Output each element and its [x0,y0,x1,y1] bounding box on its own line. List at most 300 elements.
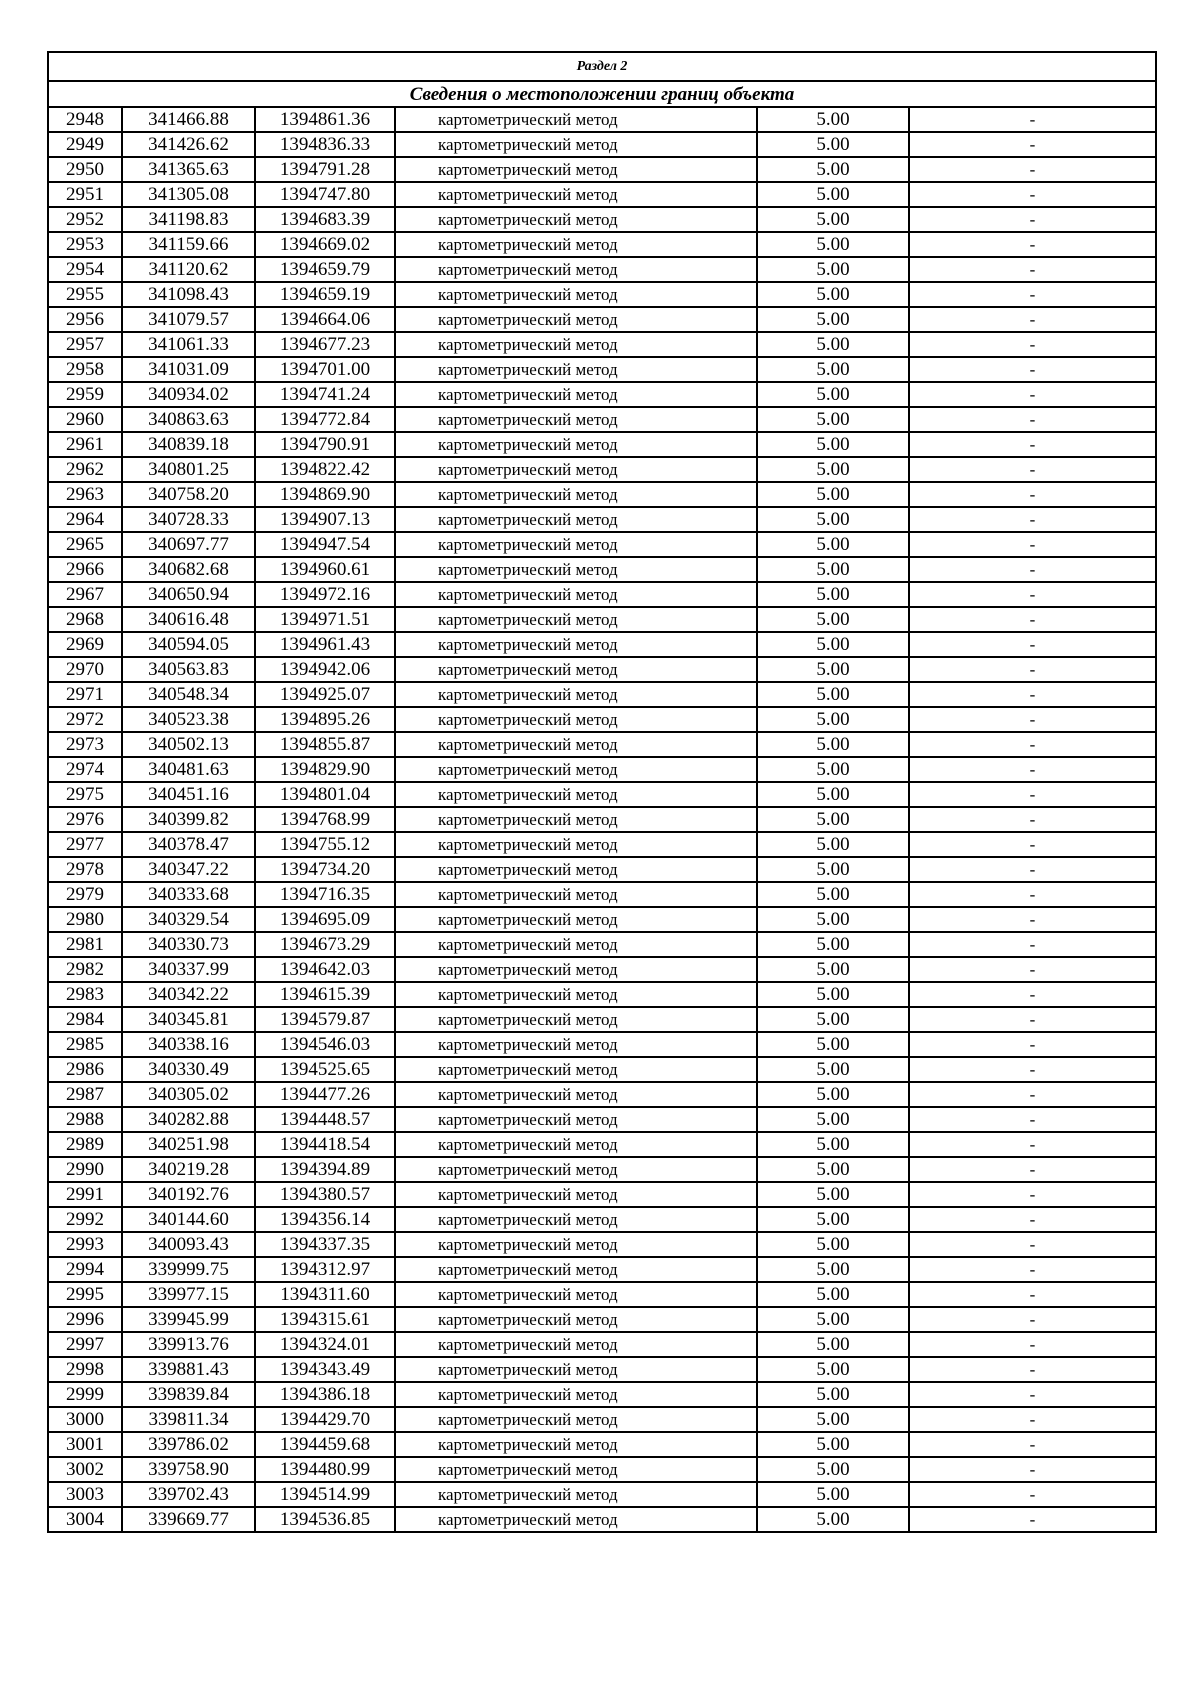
accuracy-cell: 5.00 [757,232,909,257]
point-number-cell: 2973 [48,732,122,757]
method-cell: картометрический метод [395,782,757,807]
table-heading-row [48,81,1156,107]
x-coordinate-cell: 341198.83 [122,207,255,232]
table-row [48,1082,1156,1107]
table-row [48,457,1156,482]
method-cell: картометрический метод [395,107,757,132]
point-number-cell: 2988 [48,1107,122,1132]
note-cell: - [909,357,1156,382]
note-cell: - [909,1332,1156,1357]
table-row [48,707,1156,732]
method-cell: картометрический метод [395,1257,757,1282]
point-number-cell: 2991 [48,1182,122,1207]
method-cell: картометрический метод [395,1282,757,1307]
point-number-cell: 2985 [48,1032,122,1057]
accuracy-cell: 5.00 [757,1382,909,1407]
y-coordinate-cell: 1394480.99 [255,1457,395,1482]
table-row [48,1432,1156,1457]
method-cell: картометрический метод [395,482,757,507]
table-row [48,1407,1156,1432]
section-title: Раздел 2 [48,52,1156,81]
point-number-cell: 3003 [48,1482,122,1507]
method-cell: картометрический метод [395,707,757,732]
accuracy-cell: 5.00 [757,1257,909,1282]
x-coordinate-cell: 340758.20 [122,482,255,507]
note-cell: - [909,157,1156,182]
accuracy-cell: 5.00 [757,482,909,507]
y-coordinate-cell: 1394695.09 [255,907,395,932]
method-cell: картометрический метод [395,1207,757,1232]
accuracy-cell: 5.00 [757,1132,909,1157]
point-number-cell: 2998 [48,1357,122,1382]
table-row [48,432,1156,457]
x-coordinate-cell: 340523.38 [122,707,255,732]
method-cell: картометрический метод [395,307,757,332]
accuracy-cell: 5.00 [757,1482,909,1507]
point-number-cell: 2951 [48,182,122,207]
note-cell: - [909,557,1156,582]
table-row [48,1457,1156,1482]
table-row [48,632,1156,657]
x-coordinate-cell: 339977.15 [122,1282,255,1307]
point-number-cell: 2958 [48,357,122,382]
y-coordinate-cell: 1394429.70 [255,1407,395,1432]
x-coordinate-cell: 340801.25 [122,457,255,482]
accuracy-cell: 5.00 [757,182,909,207]
y-coordinate-cell: 1394536.85 [255,1507,395,1532]
method-cell: картометрический метод [395,807,757,832]
x-coordinate-cell: 340728.33 [122,507,255,532]
x-coordinate-cell: 341079.57 [122,307,255,332]
x-coordinate-cell: 340144.60 [122,1207,255,1232]
method-cell: картометрический метод [395,382,757,407]
point-number-cell: 2984 [48,1007,122,1032]
y-coordinate-cell: 1394790.91 [255,432,395,457]
accuracy-cell: 5.00 [757,1232,909,1257]
note-cell: - [909,482,1156,507]
accuracy-cell: 5.00 [757,1207,909,1232]
x-coordinate-cell: 340594.05 [122,632,255,657]
table-row [48,557,1156,582]
table-row [48,232,1156,257]
accuracy-cell: 5.00 [757,557,909,582]
note-cell: - [909,1382,1156,1407]
y-coordinate-cell: 1394716.35 [255,882,395,907]
table-row [48,157,1156,182]
table-row [48,1282,1156,1307]
x-coordinate-cell: 340219.28 [122,1157,255,1182]
note-cell: - [909,182,1156,207]
accuracy-cell: 5.00 [757,832,909,857]
method-cell: картометрический метод [395,932,757,957]
note-cell: - [909,507,1156,532]
point-number-cell: 2983 [48,982,122,1007]
point-number-cell: 2992 [48,1207,122,1232]
point-number-cell: 2968 [48,607,122,632]
y-coordinate-cell: 1394311.60 [255,1282,395,1307]
note-cell: - [909,757,1156,782]
method-cell: картометрический метод [395,432,757,457]
note-cell: - [909,1507,1156,1532]
x-coordinate-cell: 340399.82 [122,807,255,832]
table-row [48,407,1156,432]
point-number-cell: 2961 [48,432,122,457]
x-coordinate-cell: 341466.88 [122,107,255,132]
note-cell: - [909,257,1156,282]
y-coordinate-cell: 1394356.14 [255,1207,395,1232]
method-cell: картометрический метод [395,1432,757,1457]
note-cell: - [909,407,1156,432]
table-row [48,982,1156,1007]
note-cell: - [909,332,1156,357]
point-number-cell: 2949 [48,132,122,157]
accuracy-cell: 5.00 [757,1357,909,1382]
note-cell: - [909,982,1156,1007]
method-cell: картометрический метод [395,507,757,532]
point-number-cell: 2976 [48,807,122,832]
point-number-cell: 2960 [48,407,122,432]
note-cell: - [909,1482,1156,1507]
y-coordinate-cell: 1394747.80 [255,182,395,207]
x-coordinate-cell: 341159.66 [122,232,255,257]
method-cell: картометрический метод [395,1507,757,1532]
point-number-cell: 2987 [48,1082,122,1107]
accuracy-cell: 5.00 [757,532,909,557]
accuracy-cell: 5.00 [757,1032,909,1057]
accuracy-cell: 5.00 [757,907,909,932]
y-coordinate-cell: 1394659.19 [255,282,395,307]
accuracy-cell: 5.00 [757,432,909,457]
y-coordinate-cell: 1394337.35 [255,1232,395,1257]
y-coordinate-cell: 1394791.28 [255,157,395,182]
note-cell: - [909,132,1156,157]
x-coordinate-cell: 340481.63 [122,757,255,782]
accuracy-cell: 5.00 [757,607,909,632]
point-number-cell: 2982 [48,957,122,982]
method-cell: картометрический метод [395,1457,757,1482]
x-coordinate-cell: 340863.63 [122,407,255,432]
x-coordinate-cell: 339999.75 [122,1257,255,1282]
table-body [48,107,1156,1532]
note-cell: - [909,282,1156,307]
y-coordinate-cell: 1394971.51 [255,607,395,632]
point-number-cell: 2948 [48,107,122,132]
method-cell: картометрический метод [395,532,757,557]
method-cell: картометрический метод [395,832,757,857]
table-row [48,657,1156,682]
y-coordinate-cell: 1394855.87 [255,732,395,757]
table-row [48,1057,1156,1082]
x-coordinate-cell: 341031.09 [122,357,255,382]
table-row [48,1507,1156,1532]
accuracy-cell: 5.00 [757,1182,909,1207]
note-cell: - [909,1057,1156,1082]
accuracy-cell: 5.00 [757,882,909,907]
table-row [48,1232,1156,1257]
table-row [48,1007,1156,1032]
table-row [48,782,1156,807]
x-coordinate-cell: 340192.76 [122,1182,255,1207]
x-coordinate-cell: 340616.48 [122,607,255,632]
point-number-cell: 3004 [48,1507,122,1532]
accuracy-cell: 5.00 [757,657,909,682]
y-coordinate-cell: 1394683.39 [255,207,395,232]
table-row [48,1032,1156,1057]
y-coordinate-cell: 1394801.04 [255,782,395,807]
table-row [48,732,1156,757]
table-row [48,1107,1156,1132]
accuracy-cell: 5.00 [757,382,909,407]
note-cell: - [909,832,1156,857]
table-row [48,307,1156,332]
y-coordinate-cell: 1394701.00 [255,357,395,382]
method-cell: картометрический метод [395,332,757,357]
x-coordinate-cell: 340305.02 [122,1082,255,1107]
point-number-cell: 2980 [48,907,122,932]
x-coordinate-cell: 340251.98 [122,1132,255,1157]
method-cell: картометрический метод [395,207,757,232]
accuracy-cell: 5.00 [757,582,909,607]
method-cell: картометрический метод [395,857,757,882]
table-row [48,1157,1156,1182]
method-cell: картометрический метод [395,1007,757,1032]
note-cell: - [909,682,1156,707]
note-cell: - [909,1107,1156,1132]
note-cell: - [909,707,1156,732]
x-coordinate-cell: 340934.02 [122,382,255,407]
accuracy-cell: 5.00 [757,707,909,732]
method-cell: картометрический метод [395,407,757,432]
x-coordinate-cell: 340650.94 [122,582,255,607]
y-coordinate-cell: 1394615.39 [255,982,395,1007]
accuracy-cell: 5.00 [757,332,909,357]
point-number-cell: 2990 [48,1157,122,1182]
table-row [48,607,1156,632]
note-cell: - [909,382,1156,407]
table-row [48,282,1156,307]
point-number-cell: 2979 [48,882,122,907]
method-cell: картометрический метод [395,1407,757,1432]
method-cell: картометрический метод [395,232,757,257]
point-number-cell: 3000 [48,1407,122,1432]
accuracy-cell: 5.00 [757,957,909,982]
method-cell: картометрический метод [395,632,757,657]
y-coordinate-cell: 1394418.54 [255,1132,395,1157]
y-coordinate-cell: 1394312.97 [255,1257,395,1282]
accuracy-cell: 5.00 [757,757,909,782]
point-number-cell: 2981 [48,932,122,957]
y-coordinate-cell: 1394677.23 [255,332,395,357]
method-cell: картометрический метод [395,1107,757,1132]
y-coordinate-cell: 1394836.33 [255,132,395,157]
table-row [48,107,1156,132]
method-cell: картометрический метод [395,1182,757,1207]
x-coordinate-cell: 340282.88 [122,1107,255,1132]
x-coordinate-cell: 340333.68 [122,882,255,907]
y-coordinate-cell: 1394324.01 [255,1332,395,1357]
table-row [48,1357,1156,1382]
accuracy-cell: 5.00 [757,1407,909,1432]
accuracy-cell: 5.00 [757,1507,909,1532]
accuracy-cell: 5.00 [757,1307,909,1332]
x-coordinate-cell: 341061.33 [122,332,255,357]
x-coordinate-cell: 339702.43 [122,1482,255,1507]
method-cell: картометрический метод [395,982,757,1007]
x-coordinate-cell: 341098.43 [122,282,255,307]
accuracy-cell: 5.00 [757,1332,909,1357]
accuracy-cell: 5.00 [757,257,909,282]
table-row [48,482,1156,507]
point-number-cell: 2952 [48,207,122,232]
table-row [48,382,1156,407]
note-cell: - [909,957,1156,982]
table-row [48,1307,1156,1332]
y-coordinate-cell: 1394343.49 [255,1357,395,1382]
section-header-row [48,52,1156,81]
x-coordinate-cell: 340682.68 [122,557,255,582]
note-cell: - [909,1307,1156,1332]
y-coordinate-cell: 1394579.87 [255,1007,395,1032]
point-number-cell: 2974 [48,757,122,782]
y-coordinate-cell: 1394869.90 [255,482,395,507]
note-cell: - [909,857,1156,882]
x-coordinate-cell: 340548.34 [122,682,255,707]
x-coordinate-cell: 339811.34 [122,1407,255,1432]
point-number-cell: 2975 [48,782,122,807]
boundary-coordinates-table [47,51,1157,1533]
table-row [48,507,1156,532]
point-number-cell: 2969 [48,632,122,657]
x-coordinate-cell: 340330.73 [122,932,255,957]
note-cell: - [909,107,1156,132]
note-cell: - [909,532,1156,557]
table-row [48,882,1156,907]
method-cell: картометрический метод [395,1357,757,1382]
y-coordinate-cell: 1394942.06 [255,657,395,682]
point-number-cell: 2996 [48,1307,122,1332]
note-cell: - [909,457,1156,482]
accuracy-cell: 5.00 [757,632,909,657]
point-number-cell: 2997 [48,1332,122,1357]
point-number-cell: 2994 [48,1257,122,1282]
x-coordinate-cell: 340563.83 [122,657,255,682]
point-number-cell: 2970 [48,657,122,682]
note-cell: - [909,932,1156,957]
table-row [48,532,1156,557]
method-cell: картометрический метод [395,1482,757,1507]
note-cell: - [909,1357,1156,1382]
accuracy-cell: 5.00 [757,507,909,532]
x-coordinate-cell: 339839.84 [122,1382,255,1407]
accuracy-cell: 5.00 [757,682,909,707]
point-number-cell: 2978 [48,857,122,882]
method-cell: картометрический метод [395,757,757,782]
x-coordinate-cell: 339758.90 [122,1457,255,1482]
x-coordinate-cell: 340502.13 [122,732,255,757]
point-number-cell: 2955 [48,282,122,307]
method-cell: картометрический метод [395,582,757,607]
table-row [48,932,1156,957]
method-cell: картометрический метод [395,1232,757,1257]
point-number-cell: 2993 [48,1232,122,1257]
x-coordinate-cell: 340697.77 [122,532,255,557]
y-coordinate-cell: 1394822.42 [255,457,395,482]
y-coordinate-cell: 1394546.03 [255,1032,395,1057]
method-cell: картометрический метод [395,182,757,207]
table-row [48,207,1156,232]
x-coordinate-cell: 339786.02 [122,1432,255,1457]
table-row [48,357,1156,382]
y-coordinate-cell: 1394741.24 [255,382,395,407]
x-coordinate-cell: 340839.18 [122,432,255,457]
point-number-cell: 2999 [48,1382,122,1407]
x-coordinate-cell: 339913.76 [122,1332,255,1357]
note-cell: - [909,882,1156,907]
accuracy-cell: 5.00 [757,807,909,832]
method-cell: картометрический метод [395,1032,757,1057]
y-coordinate-cell: 1394861.36 [255,107,395,132]
x-coordinate-cell: 339881.43 [122,1357,255,1382]
accuracy-cell: 5.00 [757,1082,909,1107]
point-number-cell: 2989 [48,1132,122,1157]
point-number-cell: 2966 [48,557,122,582]
accuracy-cell: 5.00 [757,857,909,882]
accuracy-cell: 5.00 [757,1282,909,1307]
accuracy-cell: 5.00 [757,157,909,182]
y-coordinate-cell: 1394315.61 [255,1307,395,1332]
note-cell: - [909,1257,1156,1282]
x-coordinate-cell: 340338.16 [122,1032,255,1057]
point-number-cell: 2953 [48,232,122,257]
table-row [48,257,1156,282]
accuracy-cell: 5.00 [757,1107,909,1132]
accuracy-cell: 5.00 [757,1432,909,1457]
method-cell: картометрический метод [395,157,757,182]
y-coordinate-cell: 1394772.84 [255,407,395,432]
y-coordinate-cell: 1394961.43 [255,632,395,657]
y-coordinate-cell: 1394459.68 [255,1432,395,1457]
method-cell: картометрический метод [395,257,757,282]
note-cell: - [909,1132,1156,1157]
table-row [48,682,1156,707]
point-number-cell: 2950 [48,157,122,182]
table-row [48,1332,1156,1357]
method-cell: картометрический метод [395,1157,757,1182]
note-cell: - [909,1207,1156,1232]
y-coordinate-cell: 1394669.02 [255,232,395,257]
y-coordinate-cell: 1394394.89 [255,1157,395,1182]
method-cell: картометрический метод [395,657,757,682]
table-row [48,582,1156,607]
x-coordinate-cell: 341426.62 [122,132,255,157]
method-cell: картометрический метод [395,682,757,707]
note-cell: - [909,1407,1156,1432]
point-number-cell: 2965 [48,532,122,557]
point-number-cell: 3001 [48,1432,122,1457]
y-coordinate-cell: 1394448.57 [255,1107,395,1132]
accuracy-cell: 5.00 [757,282,909,307]
y-coordinate-cell: 1394673.29 [255,932,395,957]
y-coordinate-cell: 1394972.16 [255,582,395,607]
x-coordinate-cell: 340451.16 [122,782,255,807]
point-number-cell: 2957 [48,332,122,357]
table-title: Сведения о местоположении границ объекта [48,81,1156,107]
method-cell: картометрический метод [395,357,757,382]
point-number-cell: 2972 [48,707,122,732]
y-coordinate-cell: 1394386.18 [255,1382,395,1407]
x-coordinate-cell: 340330.49 [122,1057,255,1082]
y-coordinate-cell: 1394947.54 [255,532,395,557]
